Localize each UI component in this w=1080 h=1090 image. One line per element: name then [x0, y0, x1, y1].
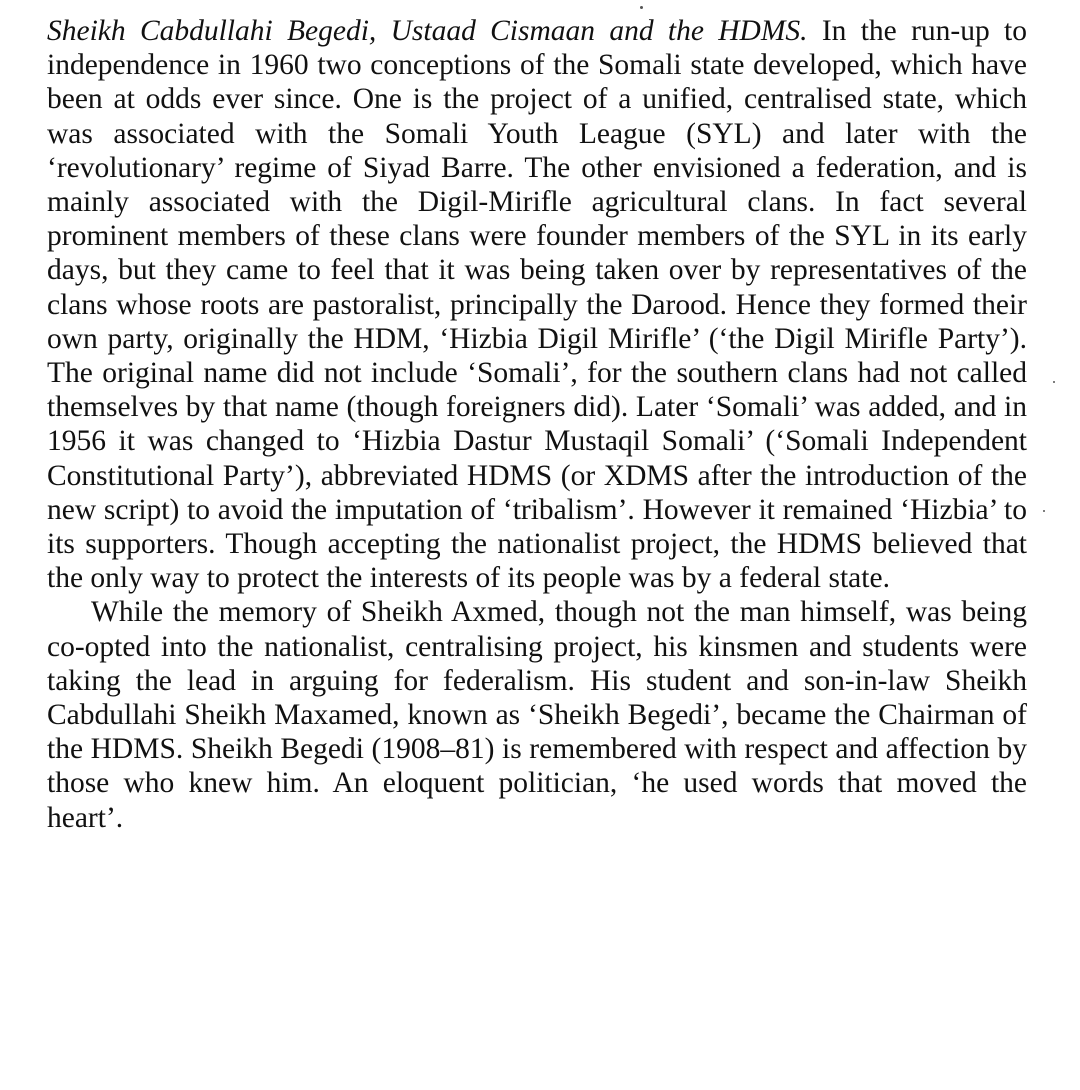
- scan-speck: [1043, 510, 1045, 512]
- scan-speck: [1053, 381, 1055, 383]
- paragraph-2: [47, 595, 1027, 834]
- section-run-in-heading: Sheikh Cabdullahi Begedi, Ustaad Cismaan and the HDMS.: [47, 15, 808, 47]
- paragraph-2-body: While the memory of Sheikh Axmed, though not the man himself, was being co-opted into the nationalist, centralising project, his kinsmen and students were taking the lead in arguing for federalism. His student and son-in-law Sheikh Cabdullahi Sheikh Maxamed, known as ‘Sheikh Begedi’, became the Chairman of the HDMS. Sheikh Begedi (1908–81) is remembered with respect and affection by those who knew him. An eloquent politician, ‘he used words that moved the heart’.: [47, 596, 1027, 834]
- paragraph-1: [47, 14, 1027, 595]
- scan-speck: [640, 6, 643, 9]
- document-page: [47, 14, 1027, 835]
- paragraph-1-body: In the run-up to independence in 1960 two conceptions of the Somali state developed, which have been at odds ever since. One is the project of a unified, centralised state, which was associated with the Somali Youth League (SYL) and later with the ‘revolutionary’ regime of Siyad Barre. The other envisioned a federation, and is mainly associated with the Digil-Mirifle agricultural clans. In fact several prominent members of these clans were founder members of the SYL in its early days, but they came to feel that it was being taken over by representatives of the clans whose roots are pastoralist, principally the Darood. Hence they formed their own party, originally the HDM, ‘Hizbia Digil Mirifle’ (‘the Digil Mirifle Party’). The original name did not include ‘Somali’, for the southern clans had not called themselves by that name (though foreigners did). Later ‘Somali’ was added, and in 1956 it was changed to ‘Hizbia Dastur Mustaqil Somali’ (‘Somali Independent Constitutional Party’), abbreviated HDMS (or XDMS after the introduction of the new script) to avoid the imputation of ‘tribalism’. However it remained ‘Hizbia’ to its supporters. Though accepting the nationalist project, the HDMS believed that the only way to protect the interests of its people was by a federal state.: [47, 15, 1027, 595]
